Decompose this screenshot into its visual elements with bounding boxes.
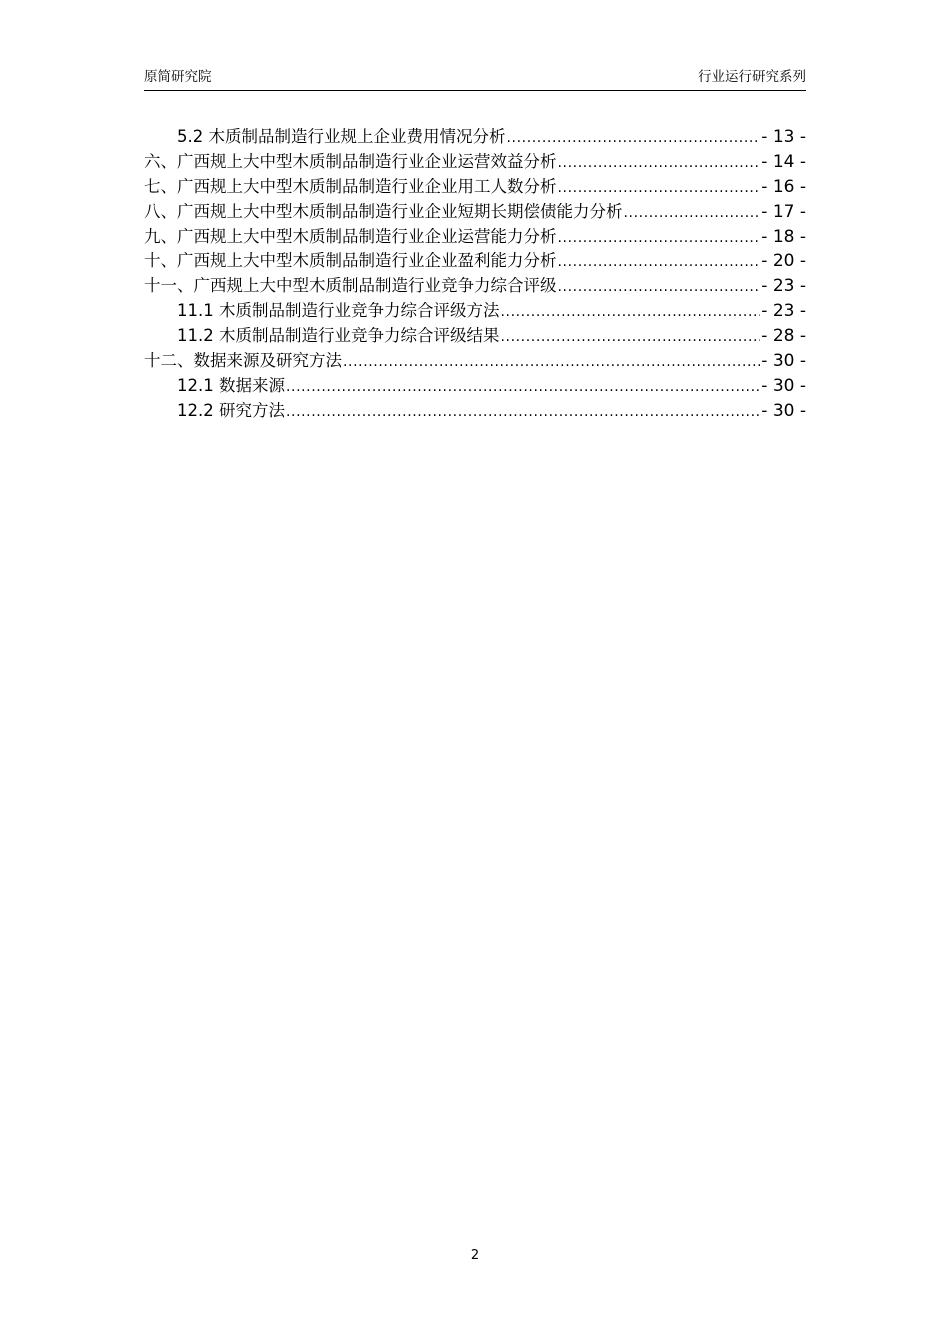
- toc-leader-dots: [286, 374, 760, 399]
- toc-leader-dots: [500, 324, 760, 349]
- toc-entry-title: 11.2 木质制品制造行业竞争力综合评级结果: [177, 326, 500, 346]
- toc-leader-dots: [500, 299, 760, 324]
- toc-entry[interactable]: [144, 225, 806, 250]
- toc-entry-title: 5.2 木质制品制造行业规上企业费用情况分析: [177, 127, 506, 146]
- page-number: 2: [470, 1248, 480, 1263]
- toc-entry-title: 六、广西规上大中型木质制品制造行业企业运营效益分析: [144, 151, 557, 171]
- toc-leader-dots: [558, 175, 761, 200]
- toc-entry-page: - 20 -: [761, 251, 806, 272]
- toc-leader-dots: [558, 225, 761, 250]
- toc-entry-title: 11.1 木质制品制造行业竞争力综合评级方法: [177, 301, 500, 321]
- toc-entry-title: 七、广西规上大中型木质制品制造行业企业用工人数分析: [144, 176, 557, 196]
- header-publisher: 原简研究院: [144, 69, 212, 85]
- toc-entry-page: - 30 -: [761, 400, 806, 421]
- toc-entry-page: - 28 -: [761, 326, 806, 347]
- toc-entry-page: - 18 -: [761, 226, 806, 247]
- toc-entry[interactable]: [144, 299, 806, 324]
- toc-entry-page: - 23 -: [761, 301, 806, 322]
- toc-entry[interactable]: [144, 349, 806, 374]
- toc-entry-page: - 14 -: [761, 151, 806, 172]
- toc-entry-page: - 16 -: [761, 176, 806, 197]
- table-of-contents: [144, 125, 806, 424]
- toc-entry[interactable]: [144, 324, 806, 349]
- toc-leader-dots: [507, 125, 761, 150]
- toc-entry-title: 十二、数据来源及研究方法: [144, 351, 342, 371]
- toc-leader-dots: [624, 200, 761, 225]
- toc-entry-title: 八、广西规上大中型木质制品制造行业企业短期长期偿债能力分析: [144, 201, 623, 221]
- toc-entry-page: - 17 -: [761, 201, 806, 222]
- toc-entry-page: - 30 -: [761, 375, 806, 396]
- toc-entry[interactable]: [144, 150, 806, 175]
- toc-entry-title: 12.1 数据来源: [177, 375, 285, 395]
- toc-entry-page: - 13 -: [761, 127, 806, 147]
- toc-entry[interactable]: [144, 125, 806, 150]
- toc-leader-dots: [558, 150, 761, 175]
- toc-entry[interactable]: [144, 374, 806, 399]
- toc-entry-title: 十一、广西规上大中型木质制品制造行业竞争力综合评级: [144, 276, 557, 296]
- toc-entry-title: 12.2 研究方法: [177, 400, 285, 420]
- toc-entry[interactable]: [144, 274, 806, 299]
- header-series: 行业运行研究系列: [698, 69, 806, 85]
- toc-entry-title: 九、广西规上大中型木质制品制造行业企业运营能力分析: [144, 226, 557, 246]
- toc-entry[interactable]: [144, 399, 806, 424]
- page-header: [144, 66, 806, 91]
- toc-leader-dots: [558, 274, 761, 299]
- toc-leader-dots: [286, 399, 760, 424]
- toc-entry[interactable]: [144, 200, 806, 225]
- toc-leader-dots: [558, 249, 761, 274]
- toc-entry[interactable]: [144, 175, 806, 200]
- toc-entry-title: 十、广西规上大中型木质制品制造行业企业盈利能力分析: [144, 251, 557, 271]
- toc-entry[interactable]: [144, 249, 806, 274]
- toc-leader-dots: [343, 349, 760, 374]
- toc-entry-page: - 30 -: [761, 351, 806, 372]
- toc-entry-page: - 23 -: [761, 276, 806, 297]
